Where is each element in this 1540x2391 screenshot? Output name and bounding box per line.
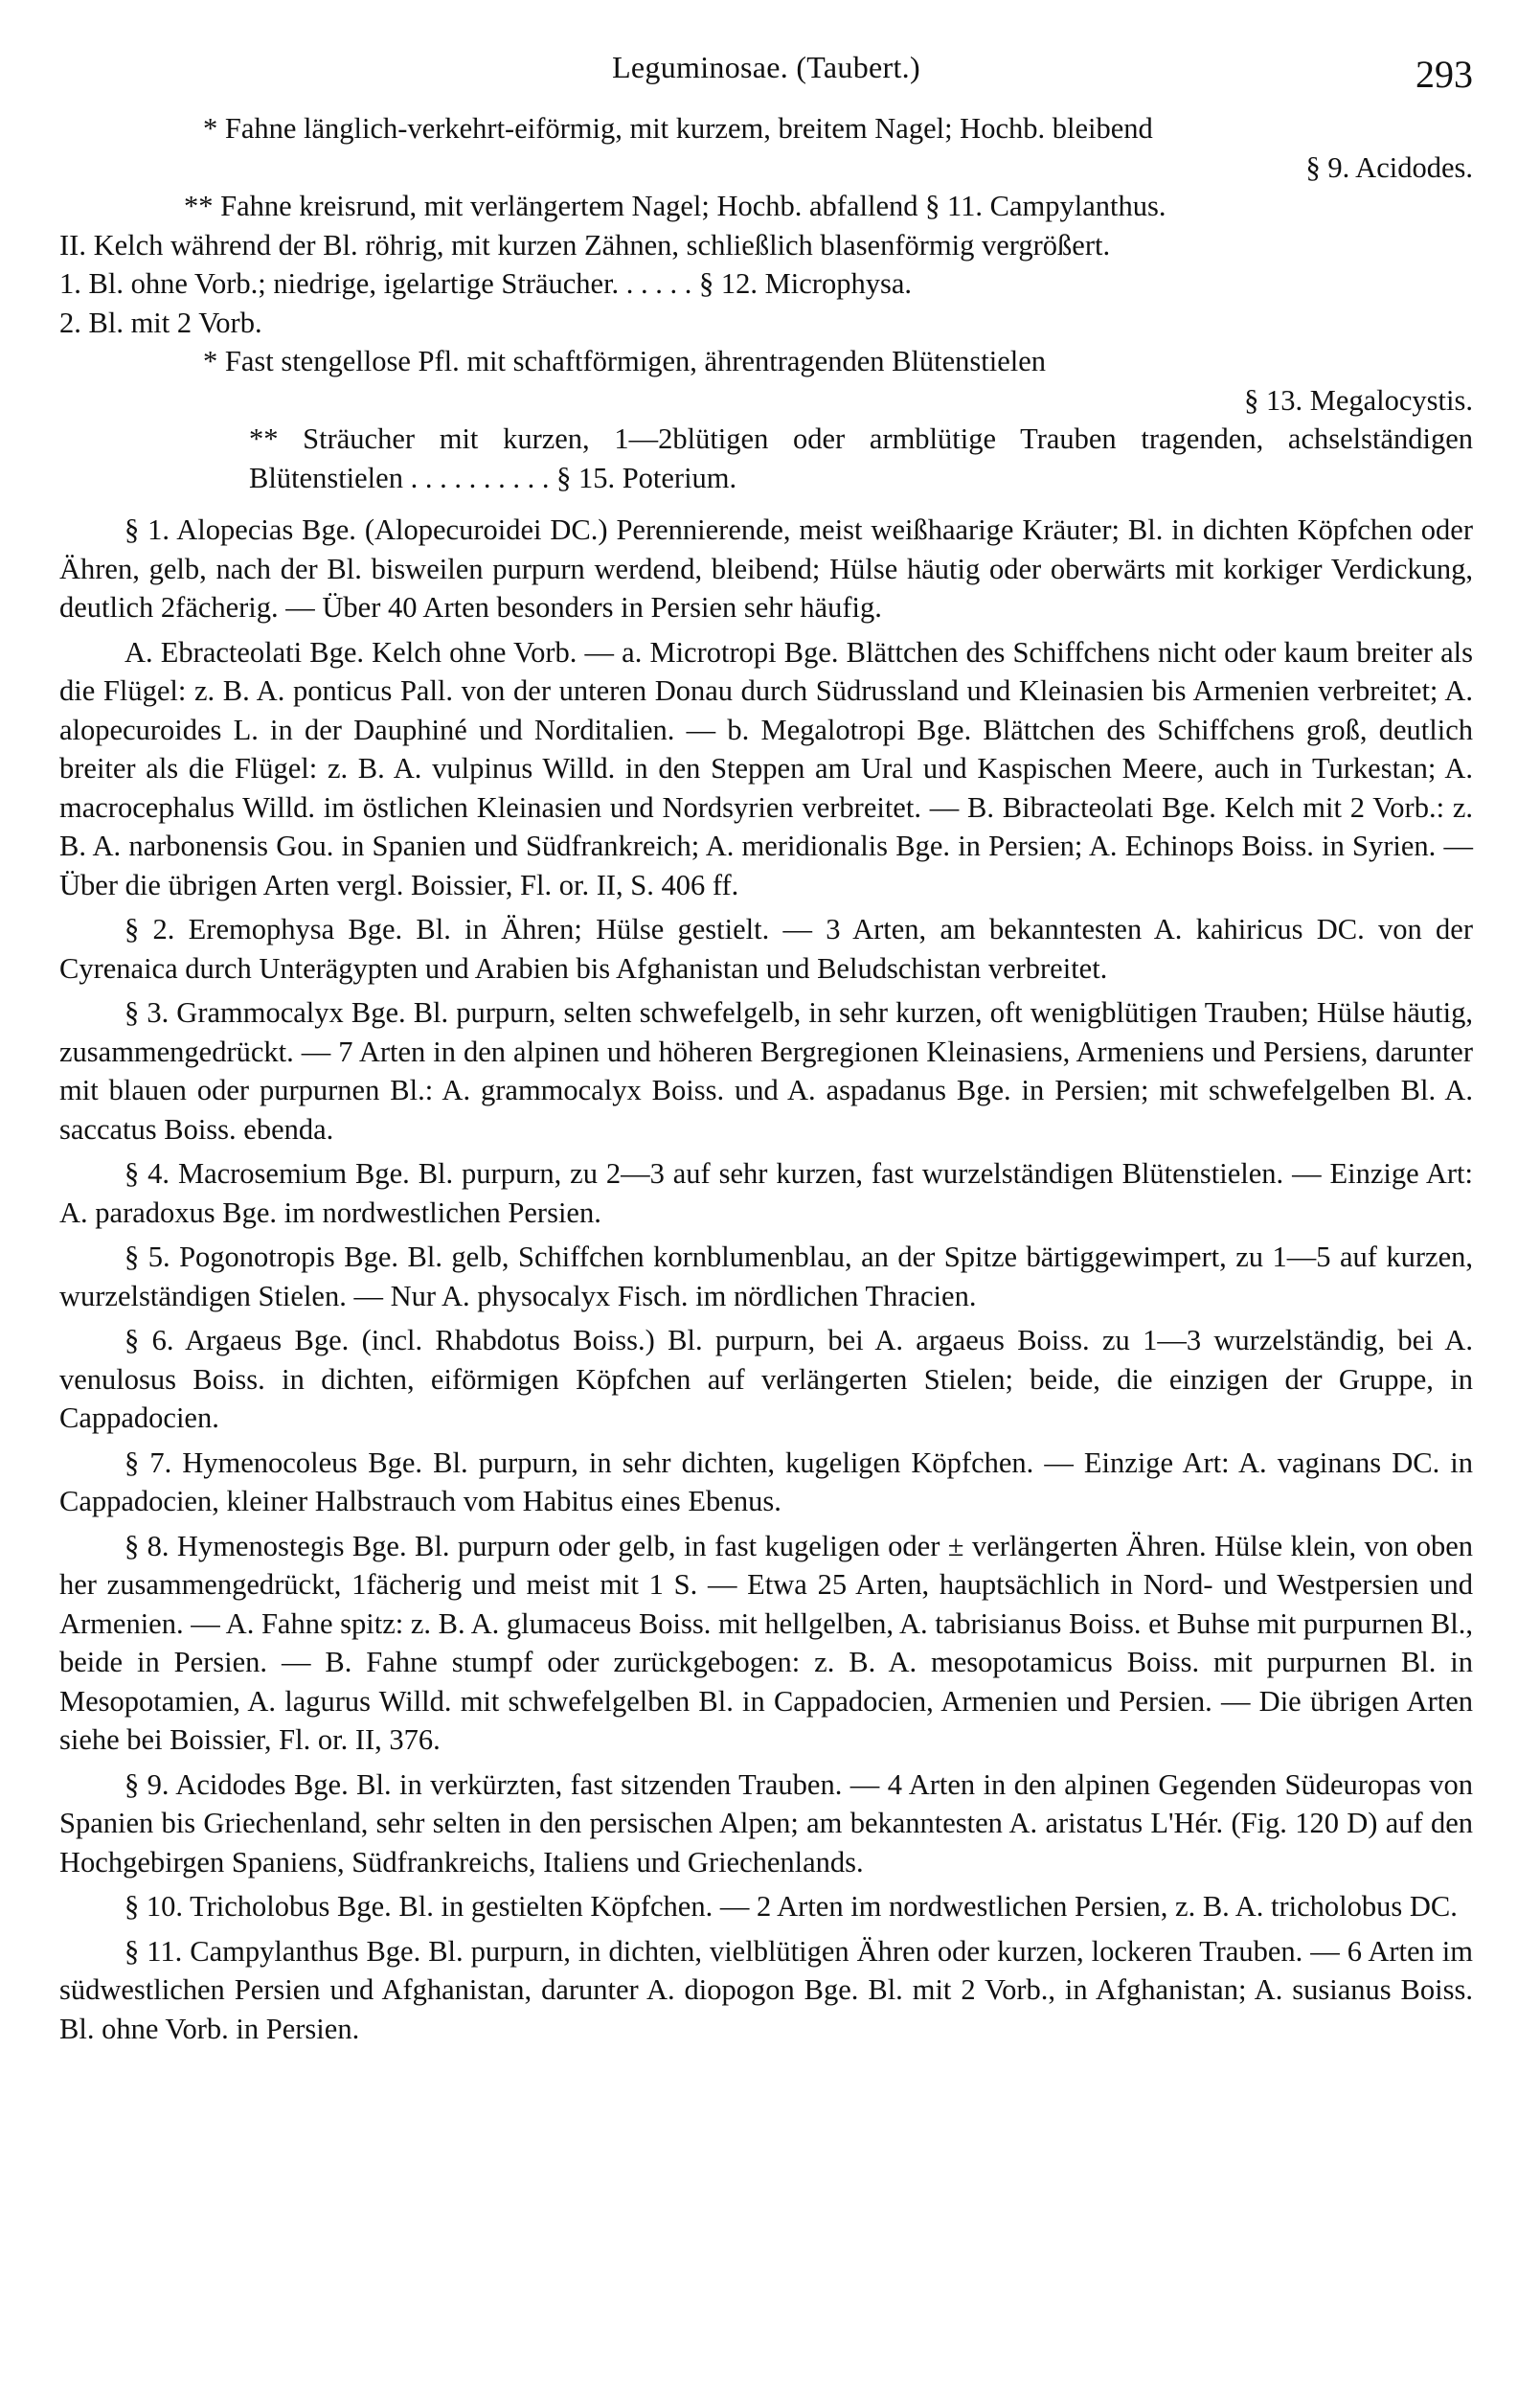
section-paragraph: § 8. Hymenostegis Bge. Bl. purpurn oder gelb, in fast kugeligen oder ± verlängerten Ähren. Hülse klein, von oben her zusammengedrückt, 1fächerig und meist mit 1 S. — Etwa 25 Arten, hauptsächlich in Nord- und Westpersien und Armenien. — A. Fahne spitz: z. B. A. glumaceus Boiss. mit hellgelben, A. tabrisianus Boiss. et Buhse mit purpurnen Bl., beide in Persien. — B. Fahne stumpf oder zurückgebogen: z. B. A. mesopotamicus Boiss. mit purpurnen Bl. in Mesopotamien, A. lagurus Willd. mit schwefelgelben Bl. in Cappadocien, Armenien und Persien. — Die übrigen Arten siehe bei Boissier, Fl. or. II, 376.	[59, 1529, 1473, 1756]
key-reference: § 9. Acidodes.	[1305, 150, 1473, 184]
key-line: ** Sträucher mit kurzen, 1—2blütigen oder armblütige Trauben tragenden, achselständigen Blütenstielen . . . . . . . . . . § 15. Poterium.	[249, 422, 1473, 494]
section-paragraph: § 5. Pogonotropis Bge. Bl. gelb, Schiffchen kornblumenblau, an der Spitze bärtiggewimpert, zu 1—5 auf kurzen, wurzelständigen Stielen. — Nur A. physocalyx Fisch. im nördlichen Thracien.	[59, 1241, 1473, 1312]
section-paragraph: § 6. Argaeus Bge. (incl. Rhabdotus Boiss.) Bl. purpurn, bei A. argaeus Boiss. zu 1—3 wurzelständig, bei A. venulosus Boiss. in dichten, eiförmigen Köpfchen auf verlängerten Stielen; beide, die einzigen der Gruppe, in Cappadocien.	[59, 1324, 1473, 1434]
section-paragraph: § 3. Grammocalyx Bge. Bl. purpurn, selten schwefelgelb, in sehr kurzen, oft wenigblütigen Trauben; Hülse häutig, zusammengedrückt. — 7 Arten in den alpinen und höheren Bergregionen Kleinasiens, Armeniens und Persiens, darunter mit blauen oder purpurnen Bl.: A. grammocalyx Boiss. und A. aspadanus Bge. in Persien; mit schwefelgelben Bl. A. saccatus Boiss. ebenda.	[59, 996, 1473, 1146]
key-line: * Fast stengellose Pfl. mit schaftförmigen, ährentragenden Blütenstielen § 13. Megalocystis.	[59, 342, 1473, 420]
identification-key	[59, 109, 1473, 497]
running-head	[59, 42, 1473, 109]
section-paragraph: § 9. Acidodes Bge. Bl. in verkürzten, fast sitzenden Trauben. — 4 Arten in den alpinen Gegenden Südeuropas von Spanien bis Griechenland, sehr selten in den persischen Alpen; am bekanntesten A. aristatus L'Hér. (Fig. 120 D) auf den Hochgebirgen Spaniens, Südfrankreichs, Italiens und Griechenlands.	[59, 1767, 1473, 1879]
section-paragraph: § 1. Alopecias Bge. (Alopecuroidei DC.) Perennierende, meist weißhaarige Kräuter; Bl. in dichten Köpfchen oder Ähren, gelb, nach der Bl. bisweilen purpurn werdend, bleibend; Hülse häutig oder oberwärts mit korkiger Verdickung, deutlich 2fächerig. — Über 40 Arten besonders in Persien sehr häufig.	[59, 513, 1473, 624]
key-line: * Fahne länglich-verkehrt-eiförmig, mit kurzem, breitem Nagel; Hochb. bleibend § 9. Acidodes.	[59, 109, 1473, 187]
running-title: Leguminosae. (Taubert.)	[612, 50, 920, 84]
key-line: 2. Bl. mit 2 Vorb.	[59, 306, 262, 339]
section-paragraph: § 2. Eremophysa Bge. Bl. in Ähren; Hülse gestielt. — 3 Arten, am bekanntesten A. kahiricus DC. von der Cyrenaica durch Unterägypten und Arabien bis Afghanistan und Beludschistan verbreitet.	[59, 913, 1473, 985]
page-number: 293	[1415, 53, 1473, 96]
section-paragraph: § 10. Tricholobus Bge. Bl. in gestielten Köpfchen. — 2 Arten im nordwestlichen Persien, z. B. A. tricholobus DC.	[125, 1890, 1458, 1923]
section-paragraph: § 7. Hymenocoleus Bge. Bl. purpurn, in sehr dichten, kugeligen Köpfchen. — Einzige Art: A. vaginans DC. in Cappadocien, kleiner Halbstrauch vom Habitus eines Ebenus.	[59, 1446, 1473, 1517]
key-line: ** Fahne kreisrund, mit verlängertem Nagel; Hochb. abfallend § 11. Campylanthus.	[184, 190, 1166, 222]
section-paragraph: § 11. Campylanthus Bge. Bl. purpurn, in dichten, vielblütigen Ähren oder kurzen, lockeren Trauben. — 6 Arten im südwestlichen Persien und Afghanistan, darunter A. diopogon Bge. Bl. mit 2 Vorb., in Afghanistan; A. susianus Boiss. Bl. ohne Vorb. in Persien.	[59, 1934, 1473, 2045]
section-paragraph: § 4. Macrosemium Bge. Bl. purpurn, zu 2—3 auf sehr kurzen, fast wurzelständigen Blütenstielen. — Einzige Art: A. paradoxus Bge. im nordwestlichen Persien.	[59, 1157, 1473, 1229]
body-text	[59, 109, 1473, 2048]
key-reference: § 13. Megalocystis.	[1244, 383, 1473, 417]
key-line: II. Kelch während der Bl. röhrig, mit kurzen Zähnen, schließlich blasenförmig vergrößert.	[59, 228, 1111, 262]
key-line: 1. Bl. ohne Vorb.; niedrige, igelartige Sträucher. . . . . . § 12. Microphysa.	[59, 267, 912, 300]
section-paragraph: A. Ebracteolati Bge. Kelch ohne Vorb. — a. Microtropi Bge. Blättchen des Schiffchens nicht oder kaum breiter als die Flügel: z. B. A. ponticus Pall. von der unteren Donau durch Südrussland und Kleinasien bis Armenien verbreitet; A. alopecuroides L. in der Dauphiné und Norditalien. — b. Megalotropi Bge. Blättchen des Schiffchens groß, deutlich breiter als die Flügel: z. B. A. vulpinus Willd. in den Steppen am Ural und Kaspischen Meere, auch in Turkestan; A. macrocephalus Willd. im östlichen Kleinasien und Nordsyrien verbreitet. — B. Bibracteolati Bge. Kelch mit 2 Vorb.: z. B. A. narbonensis Gou. in Spanien und Südfrankreich; A. meridionalis Bge. in Persien; A. Echinops Boiss. in Syrien. — Über die übrigen Arten vergl. Boissier, Fl. or. II, S. 406 ff.	[59, 635, 1473, 901]
